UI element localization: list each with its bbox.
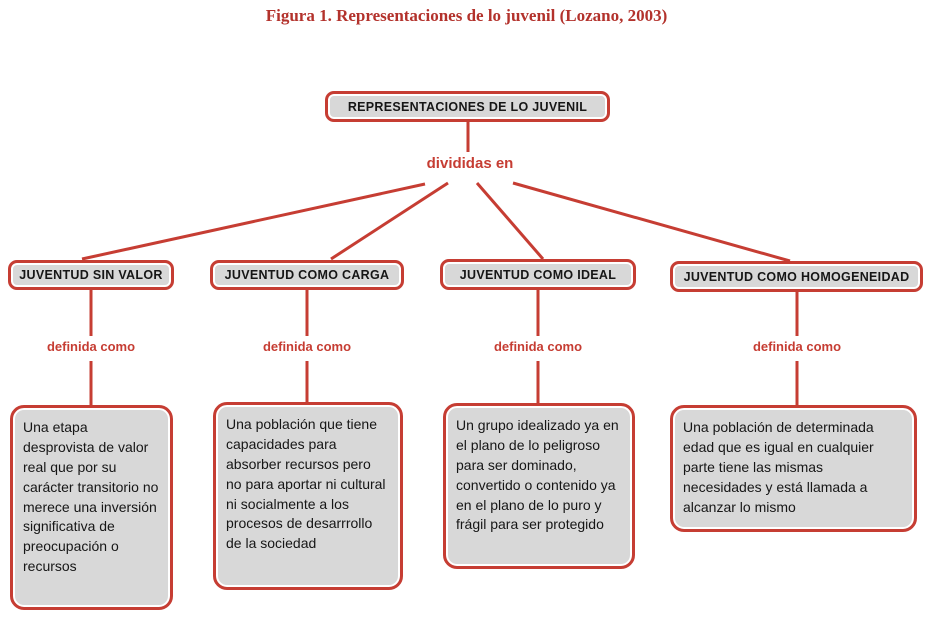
definition-node-juventud-como-ideal: Un grupo idealizado ya en el plano de lo peligroso para ser dominado, convertido o contenido ya en el plano de lo puro y frágil para ser protegido xyxy=(443,403,635,569)
definition-node-juventud-sin-valor: Una etapa desprovista de valor real que por su carácter transitorio no merece una inversión significativa de preocupación o recursos xyxy=(10,405,173,610)
edge-label-definida-como-0: definida como xyxy=(46,339,136,354)
category-node-juventud-como-homogeneidad: JUVENTUD COMO HOMOGENEIDAD xyxy=(670,261,923,292)
edge-label-definida-como-1: definida como xyxy=(262,339,352,354)
edge-label-divididas-en: divididas en xyxy=(426,155,514,172)
definition-node-juventud-como-carga: Una población que tiene capacidades para absorber recursos pero no para aportar ni cultural ni socialmente a los procesos de desarrrollo de la sociedad xyxy=(213,402,403,590)
edge-to-category-0 xyxy=(82,184,425,259)
edge-label-definida-como-2: definida como xyxy=(493,339,583,354)
definition-node-juventud-como-homogeneidad: Una población de determinada edad que es igual en cualquier parte tiene las mismas necesidades y está llamada a alcanzar lo mismo xyxy=(670,405,917,532)
root-node-representaciones: REPRESENTACIONES DE LO JUVENIL xyxy=(325,91,610,122)
category-node-juventud-sin-valor: JUVENTUD SIN VALOR xyxy=(8,260,174,290)
edge-label-definida-como-3: definida como xyxy=(752,339,842,354)
edge-to-category-3 xyxy=(513,183,790,261)
category-node-juventud-como-ideal: JUVENTUD COMO IDEAL xyxy=(440,259,636,290)
figure-title: Figura 1. Representaciones de lo juvenil (Lozano, 2003) xyxy=(265,6,668,25)
edge-to-category-1 xyxy=(331,183,448,259)
edge-to-category-2 xyxy=(477,183,543,259)
category-node-juventud-como-carga: JUVENTUD COMO CARGA xyxy=(210,260,404,290)
